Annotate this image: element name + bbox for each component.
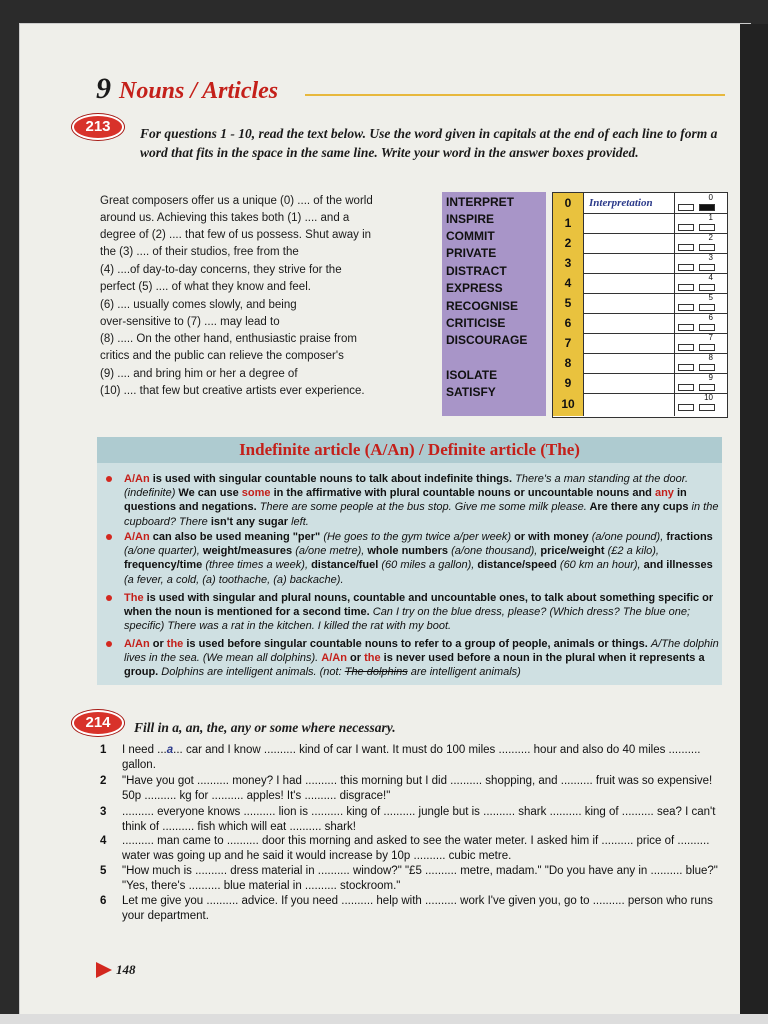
answer-box[interactable] (583, 233, 675, 253)
chapter-title (96, 72, 278, 106)
key-word: INTERPRET (446, 195, 515, 209)
mark-box: 7 (675, 333, 727, 353)
answer-box[interactable] (583, 313, 675, 333)
answer-number: 6 (553, 313, 584, 333)
filled-answer: a (166, 744, 174, 756)
page-arrow-icon (96, 962, 112, 978)
mark-box: 0 (675, 193, 727, 213)
passage-line: (8) ..... On the other hand, enthusiastic praise from (100, 333, 357, 345)
mark-box: 2 (675, 233, 727, 253)
question-1: 1 I need ...a... car and I know .......... kind of car I want. It must do 100 miles .......... hour and also do 40 miles .......... gallon. (100, 744, 701, 771)
key-word: DISTRACT (446, 264, 507, 278)
passage-line: the (3) .... of their studios, free from the (100, 246, 299, 258)
answer-row (553, 353, 727, 374)
passage-line: (9) .... and bring him or her a degree of (100, 368, 298, 380)
grammar-rule: The is used with singular and plural nouns, countable and uncountable ones, to talk about something specific or when the noun is mentioned for a second time. Can I try on the blue dress, please? (Which dress? The blue one; specific) There was a rat in the kitchen. I killed the rat with my boot. (106, 591, 720, 634)
passage-line: (6) .... usually comes slowly, and being (100, 299, 297, 311)
passage-line: (4) ....of day-to-day concerns, they strive for the (100, 264, 342, 276)
passage-line: perfect (5) .... of what they know and feel. (100, 281, 311, 293)
scan-margin (0, 1014, 768, 1024)
grammar-heading-bar (97, 437, 722, 463)
question-2: 2 "Have you got .......... money? I had .......... this morning but I did .......... shopping, and .......... fruit was so expensive! 50p .......... kg for .......... apples! It's .......... disgrace!" (100, 775, 713, 802)
passage-line: around us. Achieving this takes both (1) .... and a (100, 212, 350, 224)
bullet-icon (106, 534, 112, 540)
answer-number: 0 (553, 193, 584, 213)
answer-box[interactable] (583, 253, 675, 273)
answer-box[interactable] (583, 293, 675, 313)
key-word: DISCOURAGE (446, 333, 528, 347)
title-rule (305, 94, 725, 96)
grammar-rule: A/An can also be used meaning "per" (He goes to the gym twice a/per week) or with money (a/one pound), fractions (a/one quarter), weight/measures (a/one metre), whole numbers (a/one thousand), price/weight (£2 a kilo), frequency/time (three times a week), distance/fuel (60 miles a gallon), distance/speed (60 km an hour), and illnesses (a fever, a cold, (a) toothache, (a) backache). (106, 530, 720, 587)
answer-number: 5 (553, 293, 584, 313)
question-4: 4 .......... man came to .......... door this morning and asked to see the water meter. I asked him if .......... price of .......... water was going up and he said it would increase by 10p .......... cubic metre. (100, 835, 710, 862)
answer-number: 10 (553, 393, 584, 416)
question-3: 3 .......... everyone knows .......... lion is .......... king of .......... jungle but is .......... shark .......... king of .......... sea? I can't think of .......... fish which will eat .......... shark! (100, 806, 716, 833)
page-number: 148 (116, 962, 136, 977)
answer-row (553, 253, 727, 274)
question-5: 5 "How much is .......... dress material in .......... window?" "£5 .......... metre, madam." "Do you have any in .......... blue?" "Yes, there's .......... blue material in .......... stockroom." (100, 865, 718, 892)
answer-row (553, 233, 727, 254)
exercise-badge-213: 213 (72, 114, 124, 140)
passage-line: over-sensitive to (7) .... may lead to (100, 316, 280, 328)
question-6: 6 Let me give you .......... advice. If you need .......... help with .......... work I've given you, go to .......... person who runs your department. (100, 895, 713, 922)
passage-line: degree of (2) .... that few of us possess. Shut away in (100, 229, 372, 241)
chapter-number: 9 (96, 72, 111, 105)
answer-number: 8 (553, 353, 584, 373)
answer-row (553, 313, 727, 334)
mark-box: 5 (675, 293, 727, 313)
answer-row (553, 213, 727, 234)
chapter-name: Nouns / Articles (119, 78, 279, 104)
answer-row (553, 373, 727, 394)
passage-line: critics and the public can relieve the composer's (100, 350, 344, 362)
bullet-icon (106, 641, 112, 647)
answer-number: 2 (553, 233, 584, 253)
answer-number: 3 (553, 253, 584, 273)
mark-box: 10 (675, 393, 727, 413)
bullet-icon (106, 595, 112, 601)
answer-row (553, 393, 727, 416)
answer-row (553, 273, 727, 294)
mark-box: 6 (675, 313, 727, 333)
answer-number: 7 (553, 333, 584, 353)
answer-box[interactable] (583, 393, 675, 416)
exercise-badge-214: 214 (72, 710, 124, 736)
page-edge (740, 24, 768, 1024)
exercise-213-instructions: For questions 1 - 10, read the text below. Use the word given in capitals at the end of each line to form a word that fits in the space in the same line. Write your word in the answer boxes provided. (140, 126, 718, 160)
grammar-heading: Indefinite article (A/An) / Definite article (The) (239, 440, 580, 459)
mark-box: 4 (675, 273, 727, 293)
mark-box: 1 (675, 213, 727, 233)
answer-number: 9 (553, 373, 584, 393)
answer-number: 4 (553, 273, 584, 293)
answer-row (553, 193, 727, 214)
answer-table (552, 192, 728, 418)
key-word: COMMIT (446, 229, 495, 243)
bullet-icon (106, 476, 112, 482)
answer-box[interactable]: Interpretation (583, 193, 675, 213)
answer-number: 1 (553, 213, 584, 233)
key-word: RECOGNISE (446, 299, 519, 313)
key-word: PRIVATE (446, 246, 497, 260)
answer-box[interactable] (583, 213, 675, 233)
key-word: SATISFY (446, 385, 496, 399)
answer-box[interactable] (583, 353, 675, 373)
answer-box[interactable] (583, 273, 675, 293)
key-word: CRITICISE (446, 316, 506, 330)
key-word: ISOLATE (446, 368, 498, 382)
answer-row (553, 333, 727, 354)
grammar-rule: A/An is used with singular countable nouns to talk about indefinite things. There's a man standing at the door. (indefinite) We can use some in the affirmative with plural countable nouns or uncountable nouns and any in questions and negations. There are some people at the bus stop. Give me some milk please. Are there any cups in the cupboard? There isn't any sugar left. (106, 472, 720, 529)
answer-row (553, 293, 727, 314)
mark-box: 9 (675, 373, 727, 393)
answer-box[interactable] (583, 333, 675, 353)
answer-box[interactable] (583, 373, 675, 393)
passage-line: Great composers offer us a unique (0) .... of the world (100, 195, 373, 207)
grammar-rule: A/An or the is used before singular countable nouns to refer to a group of people, animals or things. A/The dolphin lives in the sea. (We mean all dolphins). A/An or the is never used before a noun in the plural when it represents a group. Dolphins are intelligent animals. (not: The dolphins are intelligent animals) (106, 637, 720, 680)
mark-box: 8 (675, 353, 727, 373)
exercise-214-instructions: Fill in a, an, the, any or some where necessary. (134, 720, 396, 735)
key-word: EXPRESS (446, 281, 503, 295)
mark-box: 3 (675, 253, 727, 273)
passage-line: (10) .... that few but creative artists ever experience. (100, 385, 365, 397)
key-word: INSPIRE (446, 212, 495, 226)
